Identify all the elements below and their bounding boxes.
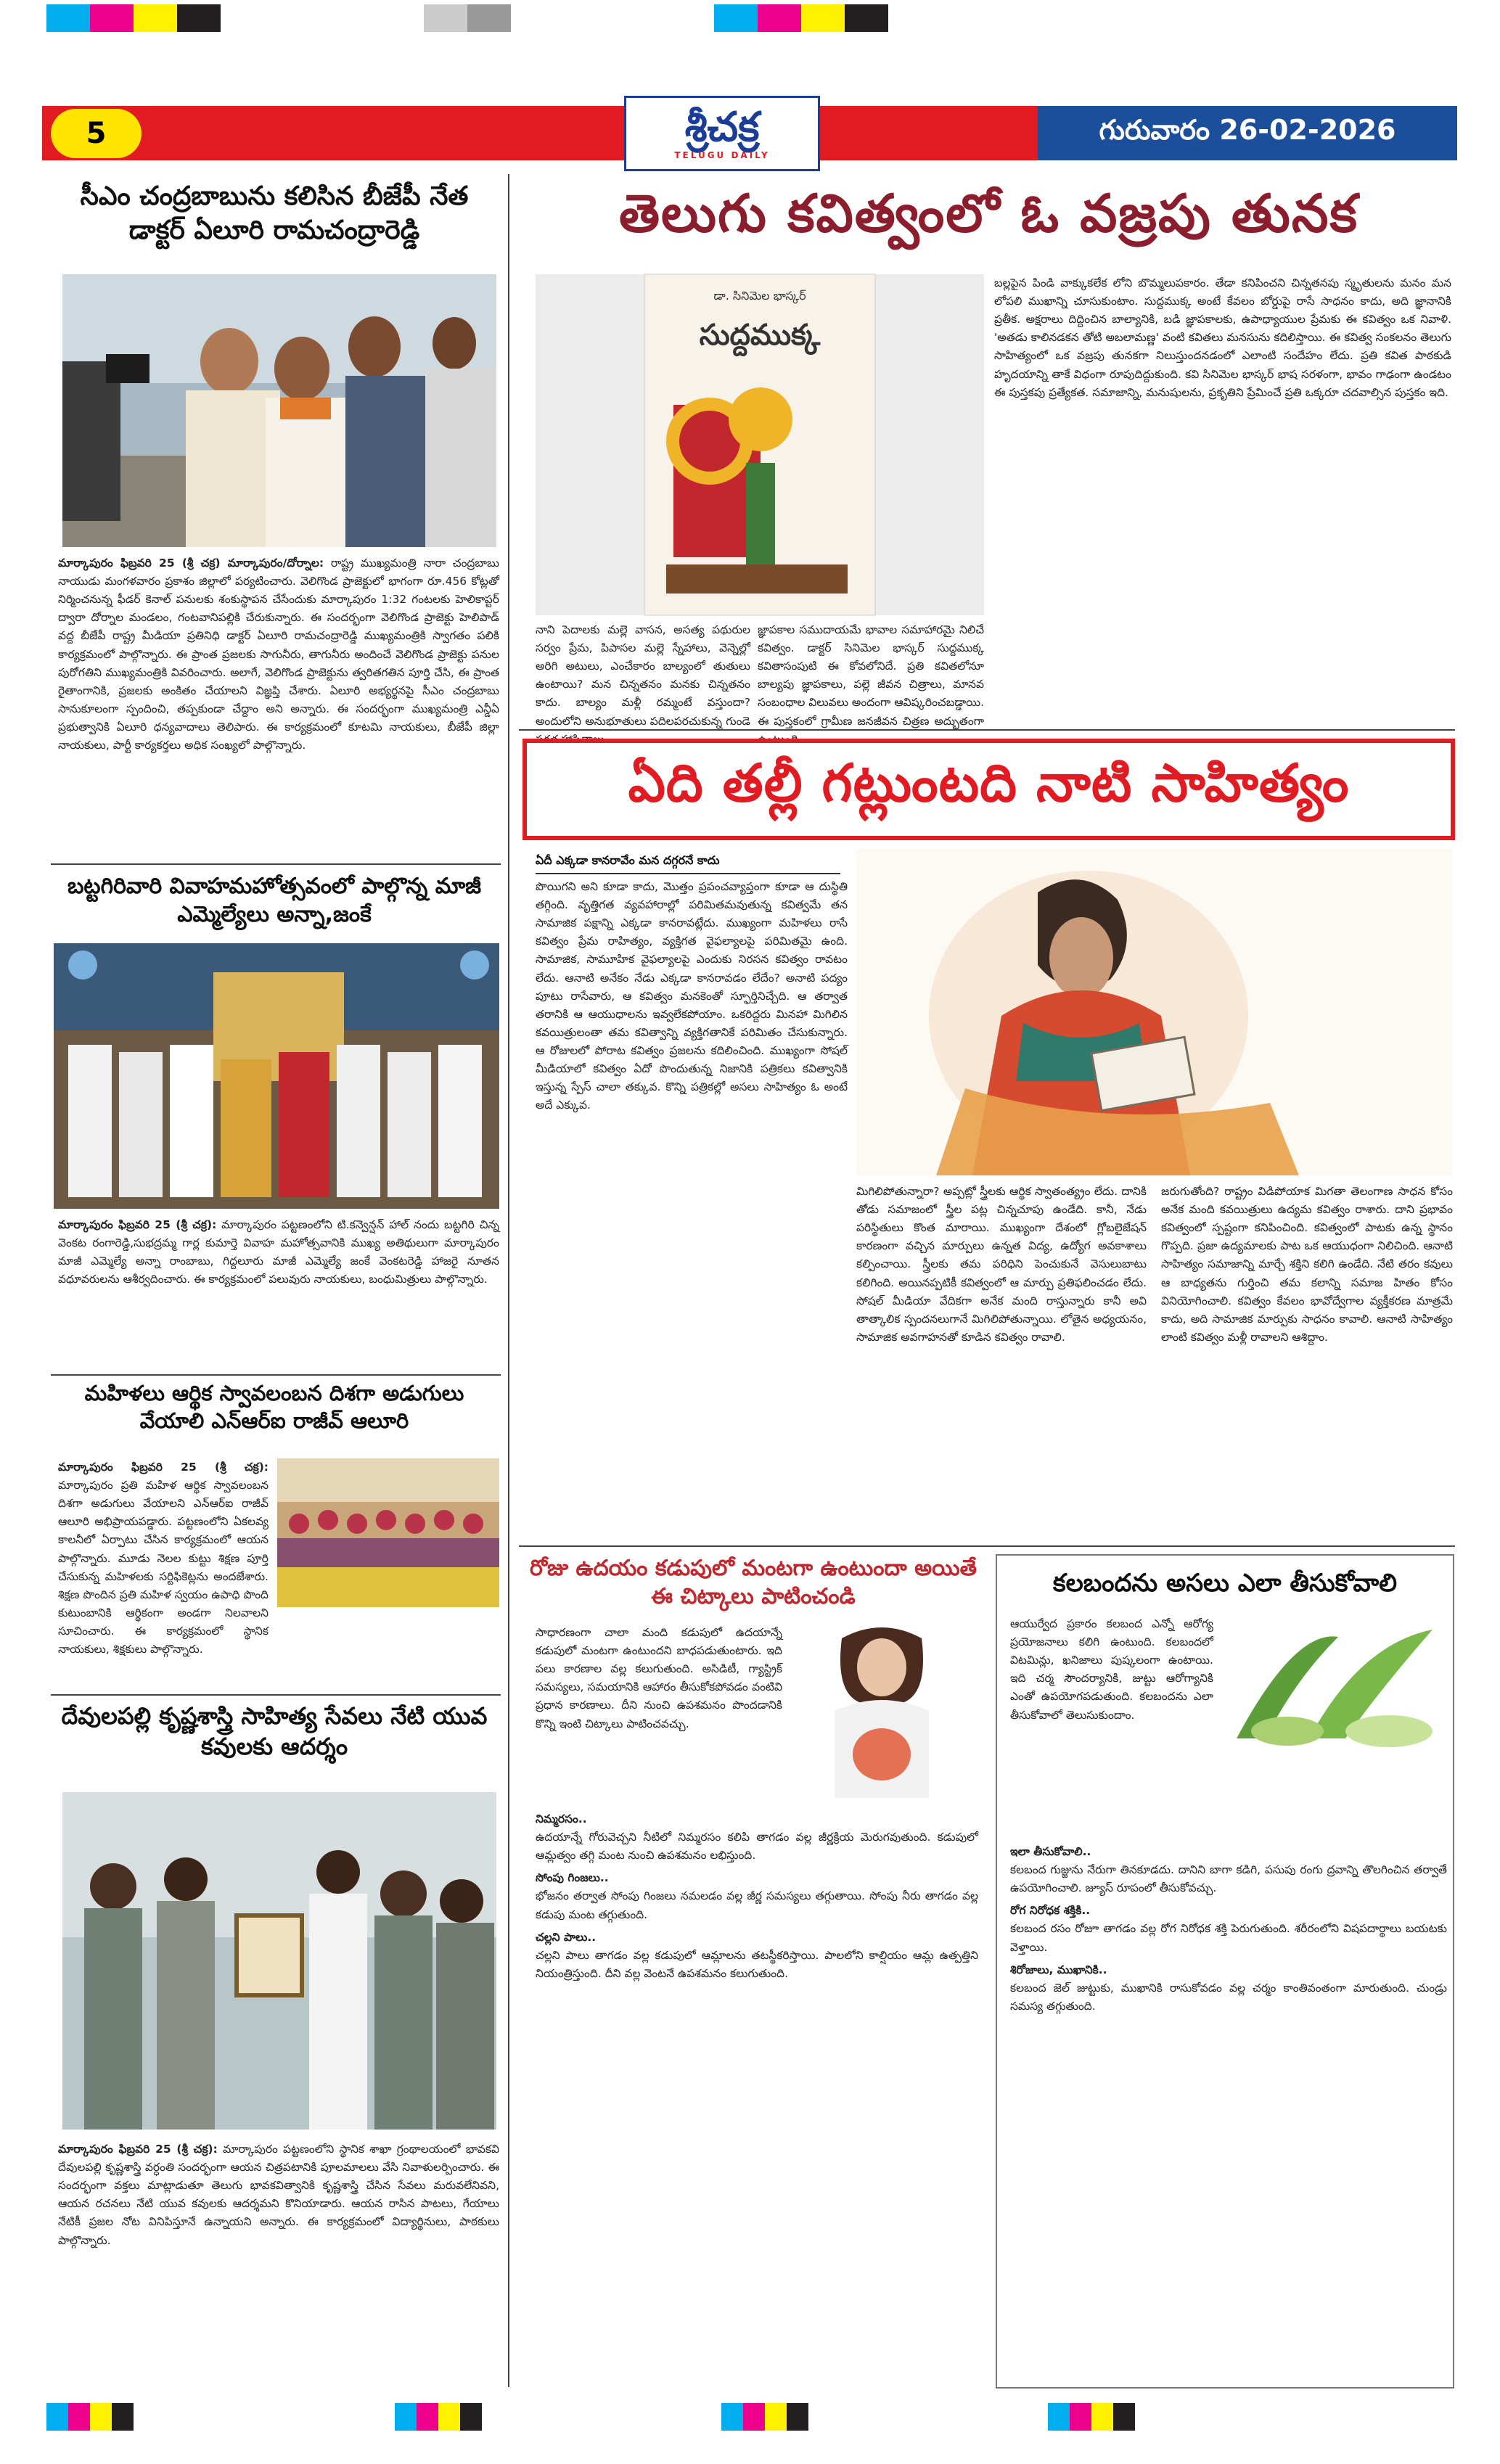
feature-illustration (856, 849, 1453, 1175)
registration-bar-bottom (46, 2403, 1462, 2431)
feature-text: జ్ఞాపకాల సముదాయమే భావాల సమాహారమై నిలిచే కవిత్వం. డాక్టర్ సినిమెల భాస్కర్ సుద్దముక్క కవితాసంపుటి ఈ కోవలోనిదే. ప్రతి కవితలోనూ బాల్యపు జ్ఞాపకాలు, పల్లె జీవన చిత్రాలు, మానవ సంబంధాల విలువలు అందంగా ఆవిష్కరించబడ్డాయి. ఈ పుస్తకంలో గ్రామీణ జనజీవన చిత్రణ అద్భుతంగా (758, 623, 985, 728)
feature-body (856, 1183, 1147, 1538)
health-photo (791, 1624, 972, 1798)
section-divider (51, 1374, 501, 1376)
feature-body (994, 274, 1451, 724)
column-divider (508, 174, 509, 2387)
health-intro (1010, 1615, 1213, 1833)
news-photo (277, 1458, 499, 1607)
feature-text: మిగిలిపోతున్నారా? అప్పట్లో స్త్రీలకు ఆర్థిక స్వాతంత్య్రం లేదు. దానికి తోడు సమాజంలో స్త్రీల పట్ల చిన్నచూపు ఉండేది. కానీ, నేడు పరిస్థితులు కొంత మారాయి. ముఖ్యంగా దేశంలో గ్లోబలైజేషన్ కారణంగా వచ్చిన మార్పులు ఉన్నత విద్య, ఉద్యోగ అవకాశాలు కల్పించాయి. స్త్రీలకు తమ పరిధిని పెంచుకునే వెసులుబాటు కలిగింది. అయినప్పటికీ కవిత్వంలో ఆ మార్పు ప్రతిఫలించడం లేదు. సోషల్ మీడియా వేదికగా అనేక మంది రాస్తున్నారు కానీ అవి తాత్కాలిక స్పందనలుగానే మిగిలిపోతున్నాయి. లోతైన అధ్యయనం, సామాజిక అవగాహనతో కూడిన కవిత్వం రావాలి. (856, 1185, 1147, 1344)
book-title: సుద్దముక్క (699, 318, 821, 352)
article-text: మార్కాపురం పట్టణంలోని టి.కన్వెన్షన్ హాల్ నందు బట్టగిరి చిన్న వెంకట రంగారెడ్డి,సుభద్రమ్మ గార్ల కుమార్తె వివాహ మహోత్సవానికి ముఖ్య అతిథులుగా మార్కాపురం మాజీ ఎమ్మెల్యే అన్నా రాంబాబు, గిద్దలూరు మాజీ ఎమ్మెల్యే జంకే వెంకటరెడ్డి హాజరై నూతన వధూవరులను ఆశీర్వదించారు. ఈ కార్యక్రమంలో పలువురు నాయకులు, బంధుమిత్రులు పాల్గొన్నారు. (58, 1218, 499, 1286)
health-text: ఉదయాన్నే గోరువెచ్చని నీటిలో నిమ్మరసం కలిపి తాగడం వల్ల జీర్ణక్రియ మెరుగవుతుంది. కడుపులో ఆమ్లత్వం తగ్గి మంట నుంచి ఉపశమనం లభిస్తుంది. (536, 1831, 978, 1863)
article-dateline: మార్కాపురం ఫిబ్రవరి 25 (శ్రీ చక్ర): (58, 1461, 269, 1474)
article-body (58, 1216, 499, 1367)
health-text: కలబంద రసం రోజూ తాగడం వల్ల రోగ నిరోధక శక్తి పెరుగుతుంది. శరీరంలోని విషపదార్థాలు బయటకు వెళ్తాయి. (1010, 1922, 1447, 1954)
section-divider (519, 1545, 1455, 1547)
feature-headline: తెలుగు కవిత్వంలో ఓ వజ్రపు తునక (619, 183, 1358, 244)
health-intro (536, 1624, 782, 1805)
article-body (58, 554, 499, 859)
health-subhead: నిమ్మరసం.. (536, 1812, 587, 1826)
issue-date: గురువారం 26-02-2026 (1038, 106, 1457, 160)
woman-reading-illustration (856, 849, 1453, 1175)
women-group-photo (277, 1458, 499, 1607)
students-photo (62, 1792, 496, 2130)
article-dateline: మార్కాపురం ఫిబ్రవరి 25 (శ్రీ చక్ర): (58, 1218, 217, 1231)
article-body-continued (58, 1614, 499, 1687)
feature-body (758, 621, 985, 728)
section-divider (51, 1694, 501, 1696)
health-subhead: రోగ నిరోధక శక్తికి.. (1010, 1904, 1091, 1918)
health-subhead: సోంపు గింజలు.. (536, 1871, 609, 1885)
health-subhead: ఇలా తీసుకోవాలి.. (1010, 1845, 1091, 1858)
cm-meeting-photo (62, 274, 496, 547)
health-text: చల్లని పాలు తాగడం వల్ల కడుపులో ఆమ్లాలను తటస్థీకరిస్తాయి. పాలలోని కాల్షియం ఆమ్ల ఉత్పత్తిని నియంత్రిస్తుంది. దీని వల్ల వెంటనే ఉపశమనం కలుగుతుంది. (536, 1948, 978, 1980)
feature-headline-banner (522, 739, 1455, 840)
health-photo (1222, 1615, 1447, 1753)
health-text: ఆయుర్వేద ప్రకారం కలబంద ఎన్నో ఆరోగ్య ప్రయోజనాలు కలిగి ఉంటుంది. కలబందలో విటమిన్లు, ఖనిజాలు పుష్కలంగా ఉంటాయి. ఇది చర్మ సౌందర్యానికి, జుట్టు ఆరోగ్యానికి ఎంతో ఉపయోగపడుతుంది. కలబందను ఎలా తీసుకోవాలో తెలుసుకుందాం. (1010, 1617, 1213, 1722)
feature-body (1161, 1183, 1453, 1538)
article-dateline: మార్కాపురం ఫిబ్రవరి 25 (శ్రీ చక్ర): (58, 2143, 218, 2156)
news-photo (62, 1792, 496, 2130)
newspaper-logo (624, 96, 820, 171)
article-body (58, 2140, 499, 2380)
section-divider (51, 863, 501, 865)
registration-bar-top (46, 4, 1462, 32)
article-text: మార్కాపురం ప్రతి మహిళ ఆర్థిక స్వావలంబన దిశగా అడుగులు వేయాలని ఎన్ఆర్ఐ రాజీవ్ ఆలూరి అభిప్రాయపడ్డారు. పట్టణంలోని ఏకలవ్య కాలనీలో ఏర్పాటు చేసిన కార్యక్రమంలో ఆయన పాల్గొన్నారు. మూడు నెలల కుట్టు శిక్షణ పూర్తి చేసుకున్న మహిళలకు సర్టిఫికెట్లను అందజేశారు. శిక్షణ పొందిన ప్రతి మహిళ స్వయం ఉపాధి పొంది కుటుంబానికి ఆర్థికంగా అండగా నిలవాలని సూచించారు. ఈ కార్యక్రమంలో స్థానిక నాయకులు, శిక్షకులు పాల్గొన్నారు. (58, 1479, 269, 1656)
health-body (536, 1810, 978, 2383)
health-headline: రోజు ఉదయం కడుపులో మంటగా ఉంటుందా అయితే ఈ చిట్కాలు పాటించండి (529, 1556, 978, 1609)
article-text: రాష్ట్ర ముఖ్యమంత్రి నారా చంద్రబాబు నాయుడు మంగళవారం ప్రకాశం జిల్లాలో పర్యటించారు. వెలిగొండ ప్రాజెక్టులో భాగంగా రూ.456 కోట్లతో నిర్మించనున్న ఫీడర్ కెనాల్ పనులకు శంకుస్థాపన చేసేందుకు మార్కాపురం 1:32 గంటలకు హెలికాప్టర్ ద్వారా దోర్నాల మండలం, గంటవానిపల్లికి చేరుకున్నారు. ఈ సందర్భంగా వెలిగొండ ప్రాజెక్టు హెలిపాడ్ వద్ద బీజేపీ రాష్ట్ర మీడియా ప్రతినిధి డాక్టర్ ఏలూరి రామచంద్రారెడ్డి ముఖ్యమంత్రికి స్వాగతం పలికి కార్యక్రమంలో పాల్గొన్నారు. ఈ ప్రాంత ప్రజలకు సాగునీరు, తాగునీరు అందించే వెలిగొండ ప్రాజెక్టు పనుల పురోగతిని ముఖ్యమంత్రికి వివరించారు. అలాగే, వెలిగొండ ప్రాజెక్టును త్వరితగతిన పూర్తి చేసి, ఈ ప్రాంత రైతాంగానికి, ప్రజలకు అంకితం చేయాలని విజ్ఞప్తి చేశారు. ఏలూరి అభ్యర్థనపై సీఎం చంద్రబాబు సానుకూలంగా స్పందించి, తప్పకుండా చేద్దాం అని అన్నారు. ఈ సందర్భంగా ముఖ్యమంత్రి ఎన్డీఏ ప్రభుత్వానికి ఏలూరి ధన్యవాదాలు తెలిపారు. ఈ కార్యక్రమంలో కూటమి నాయకులు, బీజేపీ జిల్లా నాయకులు, పార్టీ కార్యకర్తలు అధిక సంఖ్యలో పాల్గొన్నారు. (58, 557, 499, 752)
article-headline: మహిళలు ఆర్థిక స్వావలంబన దిశగా అడుగులు వేయాలి ఎన్ఆర్ఐ రాజీవ్ ఆలూరి (84, 1381, 464, 1433)
article-headline: బట్టగిరివారి వివాహమహోత్సవంలో పాల్గొన్న మాజీ ఎమ్మెల్యేలు అన్నా,జంకే (67, 874, 482, 927)
wedding-photo (54, 943, 499, 1209)
feature-body (536, 878, 848, 1379)
feature-text: బల్లపైన పిండి వాక్కుకలేక లోని బొమ్మలుపకారం. తేడా కనిపించని చిన్నతనపు స్మృతులను మనం మన లోపలి ముఖాన్ని చూసుకుంటాం. సుద్దముక్క అంటే కేవలం బోర్డుపై రాసే సాధనం కాదు, అది జ్ఞానానికి ప్రతీక. అక్షరాలు దిద్దించిన బాల్యానికి, బడి జ్ఞాపకాలకు, ఉపాధ్యాయుల ప్రేమకు ఈ కవిత్వం ఒక నివాళి. 'అతడు కాలినడకన తోటి అబలామణ్ణ' వంటి కవితలు మనసును కదిలిస్తాయి. ఈ కవిత్వ సంకలనం తెలుగు సాహిత్యంలో ఒక వజ్రపు తునకగా నిలుస్తుందనడంలో ఎలాంటి సందేహం లేదు. ప్రతి కవిత పాఠకుడి హృదయాన్ని తాకే విధంగా రూపుదిద్దుకుంది. కవి సినిమెల భాస్కర్ భాష సరళంగా, భావం గాఢంగా ఉండటం ఈ పుస్తకపు ప్రత్యేకత. సమాజాన్ని, మనుషులను, ప్రకృతిని ప్రేమించే ప్రతి ఒక్కరూ చదవాల్సిన పుస్తకం ఇది. (994, 276, 1451, 399)
health-text: కలబంద జెల్ జుట్టుకు, ముఖానికి రాసుకోవడం వల్ల చర్మం కాంతివంతంగా మారుతుంది. చుండ్రు సమస్య తగ్గుతుంది. (1010, 1981, 1447, 2013)
health-subhead: శిరోజాలు, ముఖానికి.. (1010, 1963, 1107, 1976)
feature-text: నాని పెదాలకు మల్లె వాసన, అసత్య పథురుల సర్వం ప్రేమ, పిపాసల మల్లె స్నేహాలు, వెన్నెల్లో అరిగి అటులు, ఎంచేకారం బాల్యంలో తుతులు ఉంటాయి? మన చిన్నతనం మనకు చిన్నతనం కాదు. బాల్యం మళ్లీ రమ్మంటే వస్తుందా? అందులోని అనుభూతులు పదిలపరచుకున్న గుండె (536, 623, 750, 728)
health-text: సాధారణంగా చాలా మంది కడుపులో ఉదయాన్నే కడుపులో మంటగా ఉంటుందని బాధపడుతుంటారు. ఇది పలు కారణాల వల్ల కలుగుతుంది. అసిడిటీ, గ్యాస్ట్రిక్ సమస్యలు, సమయానికి ఆహారం తీసుకోకపోవడం వంటివి ప్రధాన కారణాలు. దీని నుంచి ఉపశమనం పొందడానికి కొన్ని ఇంటి చిట్కాలు పాటించవచ్చు. (536, 1626, 782, 1730)
book-cover (536, 274, 984, 615)
feature-headline: ఏది తల్లీ గట్లుంటది నాటి సాహిత్యం (628, 752, 1350, 813)
feature-text: జరుగుతోంది? రాష్ట్రం విడిపోయాక మిగతా తెలంగాణ సాధన కోసం అనేక మంది కవయిత్రులు ఉద్యమ కవిత్వం రాశారు. దాని ప్రభావం కవిత్వంలో స్పష్టంగా కనిపించింది. కవిత్వంలో పాటకు ఉన్న స్థానం గొప్పది. ప్రజా ఉద్యమాలకు పాట ఒక ఆయుధంగా నిలిచింది. ఆనాటి సాహిత్యం సమాజాన్ని మార్చే శక్తిని కలిగి ఉండేది. నేటి తరం కవులు ఆ బాధ్యతను గుర్తించి తమ కలాన్ని సమాజ హితం కోసం వినియోగించాలి. కవిత్వం కేవలం భావోద్వేగాల వ్యక్తీకరణ మాత్రమే కాదు, అది సామాజిక మార్పుకు సాధనం కావాలి. ఆనాటి సాహిత్యం లాంటి కవిత్వం మళ్లీ రావాలని ఆశిద్దాం. (1161, 1185, 1453, 1344)
stomach-pain-illustration (791, 1624, 972, 1798)
page-number: 5 (51, 109, 142, 158)
news-photo (54, 943, 499, 1209)
logo-subtitle: TELUGU DAILY (674, 150, 770, 160)
news-photo (62, 274, 496, 547)
feature-body (536, 621, 750, 728)
feature-strap: ఏదీ ఎక్కడా కానరావేం మన దగ్గరనే కాదు (536, 853, 840, 874)
feature-text: పొయిగని అని కూడా కాదు, మొత్తం ప్రపంచవ్యాప్తంగా కూడా ఆ దుస్థితి తగ్గింది. వృత్తిగత వ్యవహారాల్లో పరిమితమవుతున్న కవిత్వమే తన సామాజిక పక్షాన్ని ఎక్కడా కానరావట్లేదు. ముఖ్యంగా మహిళలు రాసే కవిత్వం ప్రేమ రాహిత్యం, వ్యక్తిగత వైఫల్యాలపై పరిమితమై ఉంది. సామాజిక, సామూహిక వైఫల్యాలపై ఎందుకు నిరసన కవిత్వం రావటం లేదు. ఆనాటి అనేకం నేడు ఎక్కడా కానరావడం లేదేం? అనాటి పద్యం పూటు రాసేవారు, ఆ కవిత్వం మనకెంతో స్ఫూర్తినిచ్చేది. ఆ తర్వాత తరానికి ఆ ఆయుధాలను ఇవ్వలేకపోయాం. ఒకరిద్దరు మినహా మిగిలిన కవయిత్రులంతా తమ కవిత్వాన్ని వ్యక్తిగతానికే పరిమితం చేసుకున్నారు. ఆ రోజులలో పోరాట కవిత్వం ప్రజలను కదిలించింది. ముఖ్యంగా సోషల్ మీడియాలో కవిత్వం ఏదో పొందుతున్న నిజానికి పత్రికలు కవిత్వానికి ఇస్తున్న స్పేస్ చాలా తక్కువ. కొన్ని పత్రికల్లో అసలు సాహిత్యం ఓ అంటే అదే ఎక్కువ. (536, 880, 848, 1112)
article-dateline: మార్కాపురం ఫిబ్రవరి 25 (శ్రీ చక్ర) మార్కాపురం/దోర్నాల: (58, 557, 324, 570)
health-subhead: చల్లని పాలు.. (536, 1930, 597, 1944)
article-headline: సీఎం చంద్రబాబును కలిసిన బీజేపీ నేత డాక్టర్ ఏలూరి రామచంద్రారెడ్డి (80, 181, 469, 245)
aloe-vera-illustration (1222, 1615, 1447, 1753)
article-text: మార్కాపురం పట్టణంలోని స్థానిక శాఖా గ్రంథాలయంలో భావకవి దేవులపల్లి కృష్ణశాస్త్రి వర్ధంతి సందర్భంగా ఆయన చిత్రపటానికి పూలమాలలు వేసి నివాళులర్పించారు. ఈ సందర్భంగా వక్తలు మాట్లాడుతూ తెలుగు భావకవిత్వానికి కృష్ణశాస్త్రి చేసిన సేవలు మరువలేనివని, ఆయన రచనలు నేటి యువ కవులకు ఆదర్శమని కొనియాడారు. ఆయన రాసిన పాటలు, గేయాలు నేటికీ ప్రజల నోట వినిపిస్తూనే ఉన్నాయని అన్నారు. ఈ కార్యక్రమంలో విద్యార్థినులు, పాఠకులు పాల్గొన్నారు. (58, 2143, 500, 2247)
health-text: కలబంద గుజ్జును నేరుగా తినకూడదు. దానిని బాగా కడిగి, పసుపు రంగు ద్రవాన్ని తొలగించిన తర్వాతే ఉపయోగించాలి. జ్యూస్ రూపంలో తీసుకోవచ్చు. (1010, 1863, 1447, 1895)
article-headline: దేవులపల్లి కృష్ణశాస్త్రి సాహిత్య సేవలు నేటి యువ కవులకు ఆదర్శం (61, 1702, 488, 1760)
health-headline: కలబందను అసలు ఎలా తీసుకోవాలి (1052, 1569, 1398, 1598)
health-body (1010, 1843, 1447, 2380)
health-text: భోజనం తర్వాత సోంపు గింజలు నమలడం వల్ల జీర్ణ సమస్యలు తగ్గుతాయి. సోంపు నీరు తాగడం వల్ల కడుపు మంట తగ్గుతుంది. (536, 1889, 978, 1921)
logo-text: శ్రీచక్ర (684, 103, 760, 151)
book-author: డా. సినిమెల భాస్కర్ (713, 289, 806, 303)
